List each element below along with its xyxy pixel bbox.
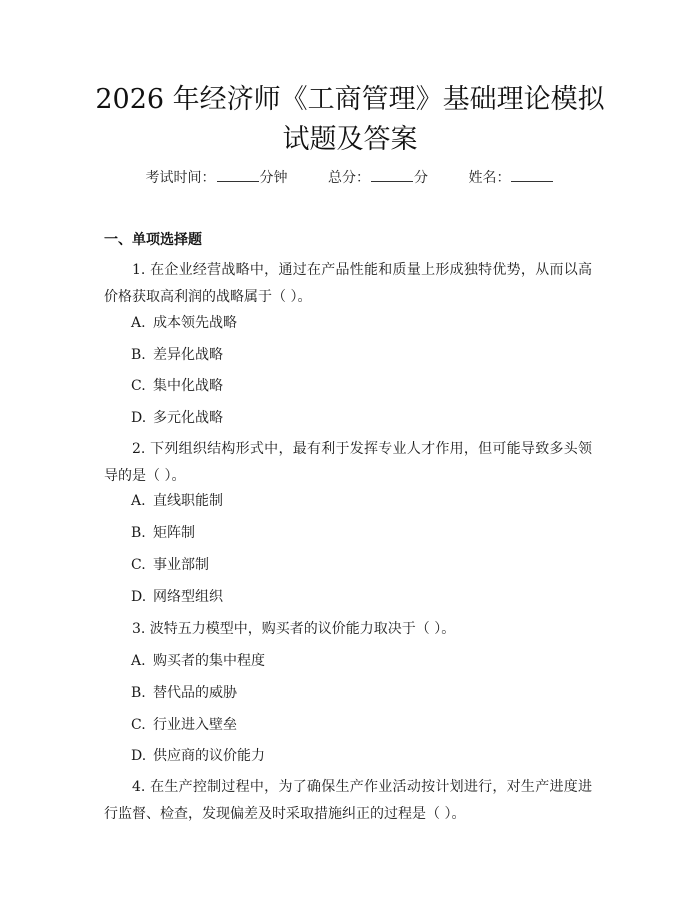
exam-time <box>146 167 288 187</box>
option-text: 集中化战略 <box>153 378 223 394</box>
exam-score-unit: 分 <box>414 170 428 186</box>
page-title: 2026 年经济师《工商管理》基础理论模拟试题及答案 <box>95 84 605 155</box>
exam-score-label: 总分： <box>328 170 370 186</box>
option-letter: C. <box>131 717 146 733</box>
option-letter: A. <box>131 653 146 669</box>
option-letter: B. <box>131 347 146 363</box>
exam-name <box>468 167 554 187</box>
option-item <box>131 523 195 543</box>
section-title: 一、单项选择题 <box>104 232 202 248</box>
option-item <box>131 683 237 703</box>
option-item <box>131 408 223 428</box>
option-letter: B. <box>131 685 146 701</box>
option-letter: A. <box>131 315 146 331</box>
option-text: 直线职能制 <box>153 493 223 509</box>
exam-meta <box>0 167 700 187</box>
option-letter: C. <box>131 378 146 394</box>
option-letter: B. <box>131 525 146 541</box>
exam-score <box>328 167 428 187</box>
option-letter: D. <box>131 748 147 764</box>
option-text: 差异化战略 <box>153 347 223 363</box>
option-text: 供应商的议价能力 <box>153 748 265 764</box>
option-item <box>131 345 223 365</box>
question-stem: 2. 下列组织结构形式中，最有利于发挥专业人才作用，但可能导致多头领导的是（ ）。 <box>104 441 592 484</box>
option-text: 替代品的威胁 <box>153 685 237 701</box>
exam-score-blank <box>371 169 413 182</box>
option-letter: C. <box>131 557 146 573</box>
exam-time-unit: 分钟 <box>259 170 288 186</box>
option-item <box>131 651 265 671</box>
option-text: 成本领先战略 <box>153 315 237 331</box>
option-item <box>131 587 223 607</box>
option-text: 事业部制 <box>153 557 209 573</box>
question-stem: 3. 波特五力模型中，购买者的议价能力取决于（ ）。 <box>132 621 456 637</box>
option-item <box>131 376 223 396</box>
option-text: 购买者的集中程度 <box>153 653 265 669</box>
exam-name-label: 姓名： <box>468 170 511 186</box>
option-item <box>131 746 265 766</box>
option-item <box>131 491 223 511</box>
option-letter: D. <box>131 410 147 426</box>
option-item <box>131 555 209 575</box>
option-text: 多元化战略 <box>153 410 223 426</box>
question-stem: 4. 在生产控制过程中，为了确保生产作业活动按计划进行，对生产进度进行监督、检查，发现偏差及时采取措施纠正的过程是（ ）。 <box>104 779 592 822</box>
question-stem: 1. 在企业经营战略中，通过在产品性能和质量上形成独特优势，从而以高价格获取高利润的战略属于（ ）。 <box>104 262 592 305</box>
option-text: 行业进入壁垒 <box>153 717 237 733</box>
exam-time-blank <box>217 169 259 182</box>
exam-name-blank <box>511 169 553 182</box>
option-letter: A. <box>131 493 146 509</box>
option-item <box>131 715 237 735</box>
exam-time-label: 考试时间： <box>145 170 216 186</box>
option-text: 矩阵制 <box>153 525 195 541</box>
option-letter: D. <box>131 589 147 605</box>
option-text: 网络型组织 <box>153 589 223 605</box>
option-item <box>131 313 237 333</box>
